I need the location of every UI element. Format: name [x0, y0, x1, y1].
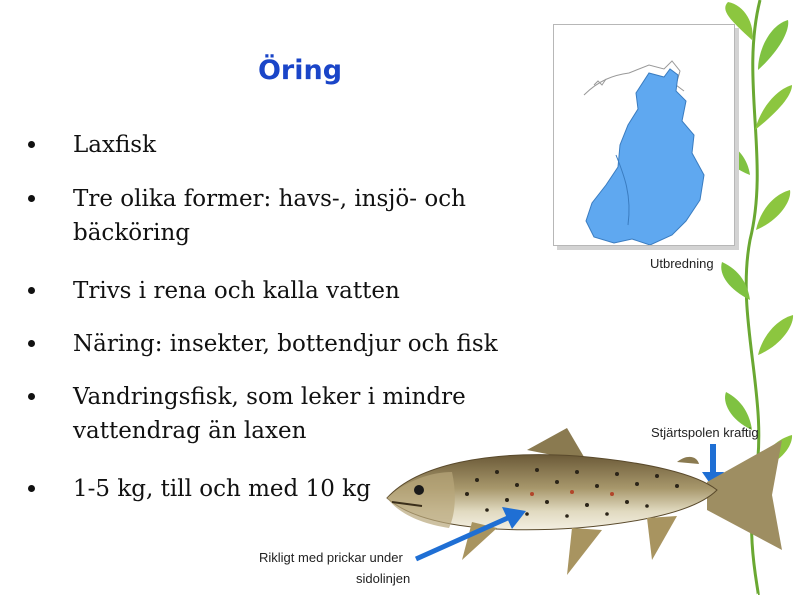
- spots-annotation-line2: sidolinjen: [356, 571, 411, 586]
- finland-map-icon: [554, 25, 734, 245]
- tail-annotation: Stjärtspolen kraftig: [651, 425, 759, 440]
- slide-title: Öring: [257, 55, 343, 86]
- spots-annotation-line1: Rikligt med prickar under: [259, 550, 403, 565]
- bullet-dot-icon: [28, 287, 35, 294]
- distribution-map: [553, 24, 735, 246]
- bullet-dot-icon: [28, 340, 35, 347]
- map-caption: Utbredning: [650, 256, 714, 271]
- bullet-text: 1-5 kg, till och med 10 kg: [73, 476, 371, 502]
- diagonal-arrow-icon: [410, 505, 530, 565]
- bullet-dot-icon: [28, 485, 35, 492]
- bullet-text: Tre olika former: havs-, insjö- och bäcköring: [73, 186, 466, 246]
- bullet-dot-icon: [28, 141, 35, 148]
- bullet-text: Trivs i rena och kalla vatten: [73, 278, 400, 304]
- bullet-dot-icon: [28, 195, 35, 202]
- bullet-text: Laxfisk: [73, 132, 157, 158]
- bullet-text: Vandringsfisk, som leker i mindre vattendrag än laxen: [73, 384, 466, 444]
- bullet-dot-icon: [28, 393, 35, 400]
- bullet-text: Näring: insekter, bottendjur och fisk: [73, 331, 498, 357]
